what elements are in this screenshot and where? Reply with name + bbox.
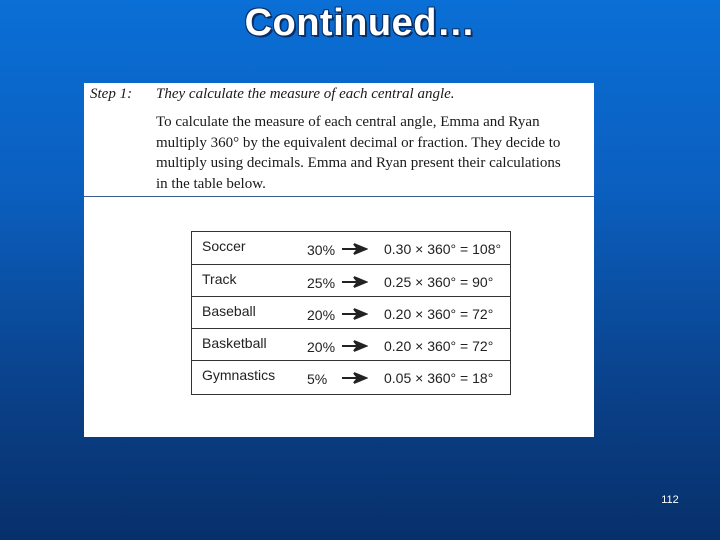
sport-name: Soccer: [202, 238, 246, 254]
sport-name: Track: [202, 271, 237, 287]
percent-value: 25%: [307, 275, 336, 291]
formula: 0.30 × 360° = 108°: [384, 241, 502, 257]
right-arrow-icon: [342, 308, 368, 320]
right-arrow-icon: [342, 340, 368, 352]
step-title: They calculate the measure of each central angle.: [156, 86, 455, 102]
percent-value: 30%: [307, 242, 336, 258]
sport-name: Gymnastics: [202, 367, 276, 383]
formula: 0.20 × 360° = 72°: [384, 306, 494, 322]
table-row: [192, 264, 510, 296]
percent-value: 20%: [307, 339, 336, 355]
right-arrow-icon: [342, 276, 368, 288]
formula: 0.05 × 360° = 18°: [384, 370, 494, 386]
table-row: [192, 296, 510, 328]
table-row: [192, 360, 510, 392]
table-row: [192, 328, 510, 360]
sport-name: Basketball: [202, 335, 267, 351]
percent-value: 5%: [307, 371, 328, 387]
step-label: Step 1:: [90, 86, 133, 102]
worksheet-excerpt: [84, 83, 594, 437]
formula: 0.20 × 360° = 72°: [384, 338, 494, 354]
formula: 0.25 × 360° = 90°: [384, 274, 494, 290]
table-row: [192, 232, 510, 264]
calculation-table: [191, 231, 511, 395]
percent-value: 20%: [307, 307, 336, 323]
slide-title: Continued…: [244, 2, 476, 44]
divider: [84, 196, 594, 197]
sport-name: Baseball: [202, 303, 256, 319]
step-paragraph: To calculate the measure of each central angle, Emma and Ryan multiply 360° by the equivalent decimal or fraction. They decide to multiply using decimals. Emma and Ryan present their calculations in the table below.: [156, 114, 561, 192]
right-arrow-icon: [342, 243, 368, 255]
page-number: 112: [661, 494, 679, 506]
right-arrow-icon: [342, 372, 368, 384]
